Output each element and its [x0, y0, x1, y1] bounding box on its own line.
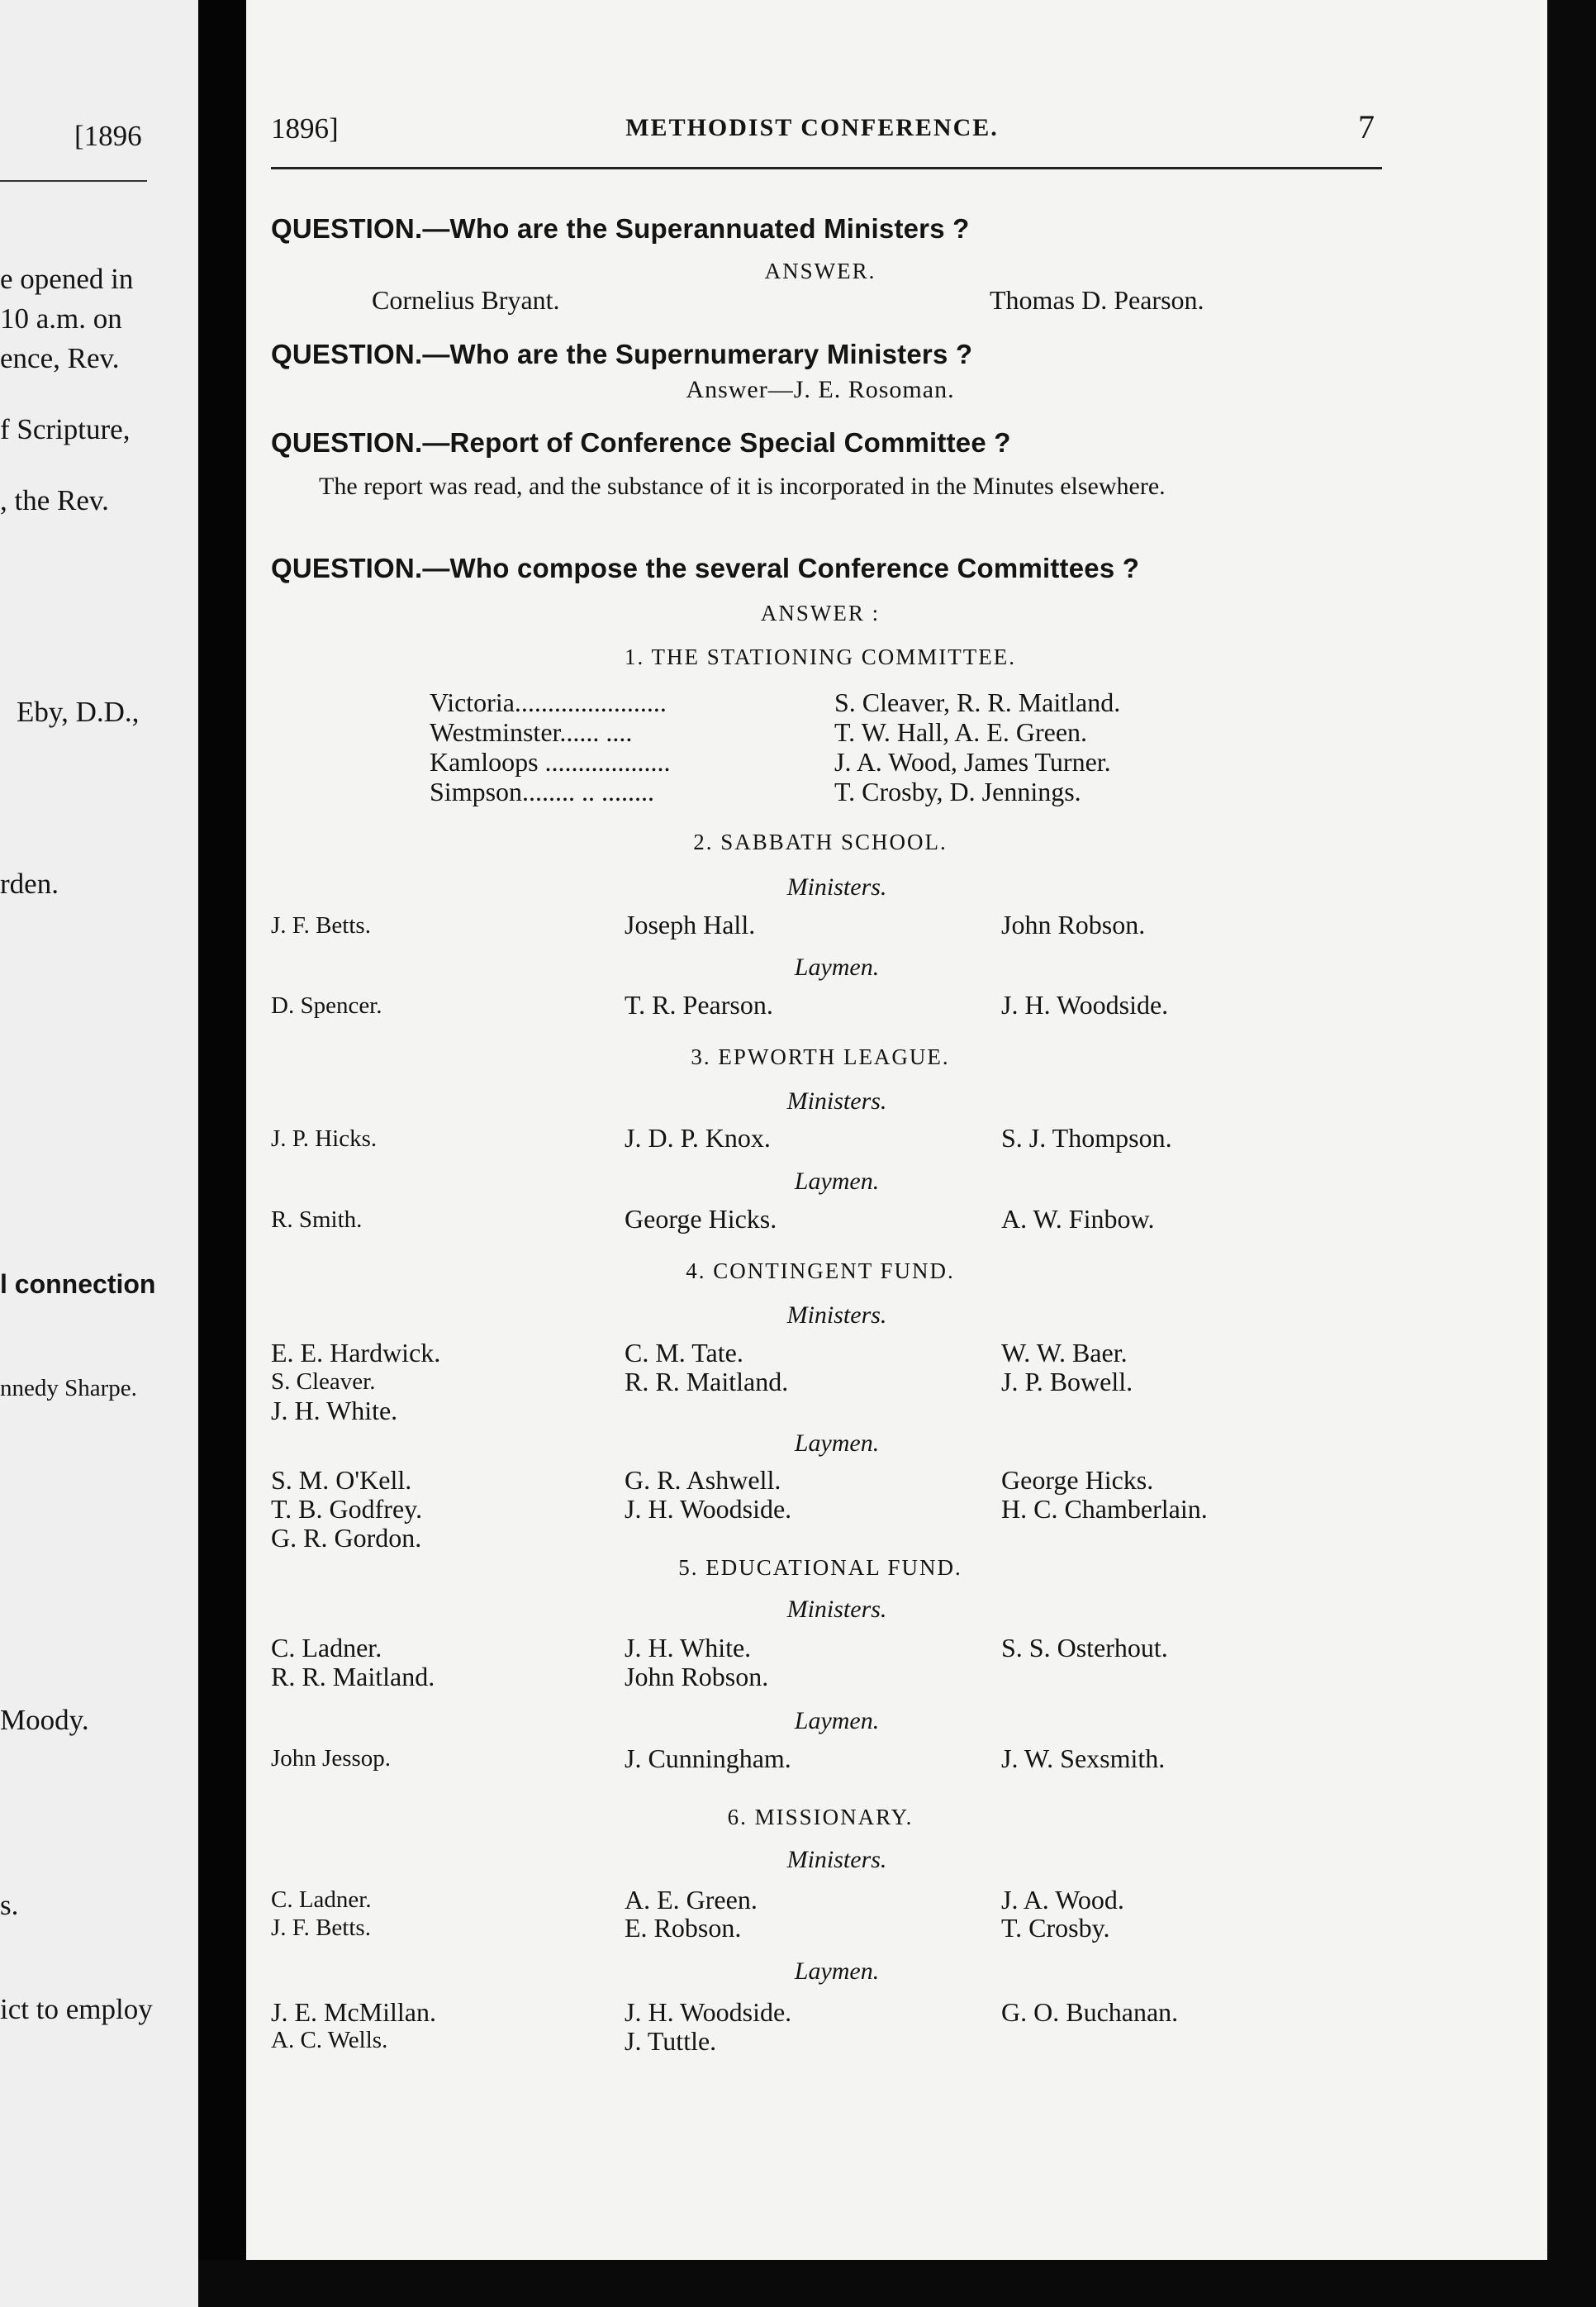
- ministers-label: Ministers.: [786, 1846, 887, 1873]
- member-name: J. H. White.: [271, 1396, 398, 1425]
- ministers-label: Ministers.: [786, 1087, 887, 1115]
- question-superannuated: QUESTION.—Who are the Superannuated Ministers ?: [271, 213, 970, 244]
- member-name: J. E. McMillan.: [271, 1997, 436, 2027]
- superannuated-name: Cornelius Bryant.: [372, 285, 560, 315]
- section-heading-epworth: 3. EPWORTH LEAGUE.: [691, 1044, 950, 1069]
- facing-line: f Scripture,: [0, 413, 131, 445]
- facing-line: rden.: [0, 868, 59, 900]
- special-committee-text: The report was read, and the substance of it is incorporated in the Minutes elsewhere.: [319, 473, 1166, 500]
- superannuated-name: Thomas D. Pearson.: [990, 285, 1204, 315]
- member-name: T. B. Godfrey.: [271, 1494, 423, 1524]
- member-name: George Hicks.: [625, 1204, 777, 1234]
- member-name: R. R. Maitland.: [625, 1367, 789, 1396]
- committees-answer-label: ANSWER :: [760, 601, 881, 626]
- facing-page-rule: [0, 180, 147, 182]
- section-heading-educational: 5. EDUCATIONAL FUND.: [678, 1555, 962, 1580]
- facing-page-header: [1896: [74, 120, 142, 152]
- facing-line: ict to employ: [0, 1993, 153, 2025]
- facing-line: 10 a.m. on: [0, 302, 122, 335]
- member-name: J. H. White.: [625, 1633, 752, 1662]
- member-name: A. E. Green.: [625, 1885, 758, 1915]
- stationing-district: Westminster...... ....: [430, 717, 633, 747]
- stationing-names: T. Crosby, D. Jennings.: [834, 777, 1081, 806]
- laymen-label: Laymen.: [794, 1707, 880, 1734]
- question-committees: QUESTION.—Who compose the several Conference Committees ?: [271, 553, 1140, 583]
- member-name: E. E. Hardwick.: [271, 1338, 441, 1368]
- member-name: George Hicks.: [1001, 1465, 1154, 1495]
- laymen-label: Laymen.: [794, 954, 880, 981]
- facing-line: , the Rev.: [0, 484, 109, 516]
- question-special-committee: QUESTION.—Report of Conference Special Committee ?: [271, 427, 1011, 458]
- member-name: R. R. Maitland.: [271, 1662, 435, 1691]
- header-year: 1896]: [271, 112, 339, 145]
- stationing-names: J. A. Wood, James Turner.: [834, 747, 1111, 777]
- member-name: J. A. Wood.: [1001, 1885, 1124, 1915]
- facing-page-fragment: [0, 0, 198, 2307]
- member-name: J. P. Hicks.: [271, 1125, 378, 1152]
- stationing-district: Kamloops ...................: [430, 747, 671, 777]
- member-name: J. H. Woodside.: [1001, 990, 1169, 1020]
- member-name: J. W. Sexsmith.: [1001, 1743, 1166, 1773]
- stationing-district: Simpson........ .. ........: [430, 777, 655, 806]
- member-name: Joseph Hall.: [625, 910, 756, 939]
- facing-line: ence, Rev.: [0, 342, 120, 374]
- section-heading-stationing: 1. THE STATIONING COMMITTEE.: [624, 645, 1017, 669]
- ministers-label: Ministers.: [786, 1301, 887, 1329]
- member-name: S. Cleaver.: [271, 1368, 376, 1395]
- facing-line: l connection: [0, 1269, 156, 1299]
- member-name: J. P. Bowell.: [1001, 1367, 1133, 1396]
- supernumerary-answer: Answer—J. E. Rosoman.: [686, 376, 955, 403]
- member-name: R. Smith.: [271, 1206, 363, 1233]
- member-name: S. J. Thompson.: [1001, 1123, 1172, 1153]
- member-name: S. S. Osterhout.: [1001, 1633, 1168, 1662]
- section-heading-contingent: 4. CONTINGENT FUND.: [686, 1258, 955, 1283]
- member-name: J. H. Woodside.: [625, 1997, 792, 2027]
- question-supernumerary: QUESTION.—Who are the Supernumerary Ministers ?: [271, 339, 973, 369]
- member-name: J. H. Woodside.: [625, 1494, 792, 1524]
- page-number: 7: [1358, 108, 1375, 145]
- section-heading-missionary: 6. MISSIONARY.: [727, 1805, 914, 1829]
- member-name: John Robson.: [1001, 910, 1146, 939]
- member-name: G. O. Buchanan.: [1001, 1997, 1179, 2027]
- member-name: A. C. Wells.: [271, 2027, 388, 2053]
- stationing-names: T. W. Hall, A. E. Green.: [834, 717, 1088, 747]
- member-name: J. Tuttle.: [625, 2026, 717, 2056]
- member-name: W. W. Baer.: [1001, 1338, 1128, 1368]
- member-name: G. R. Gordon.: [271, 1523, 422, 1553]
- main-page: [246, 0, 1547, 2260]
- laymen-label: Laymen.: [794, 1957, 880, 1985]
- member-name: C. Ladner.: [271, 1633, 382, 1662]
- header-title: METHODIST CONFERENCE.: [625, 114, 999, 141]
- member-name: J. F. Betts.: [271, 1915, 371, 1941]
- scan-edge-bottom: [198, 2260, 1596, 2307]
- stationing-names: S. Cleaver, R. R. Maitland.: [834, 687, 1121, 717]
- member-name: T. R. Pearson.: [625, 990, 773, 1020]
- facing-line: Eby, D.D.,: [17, 696, 140, 728]
- member-name: A. W. Finbow.: [1001, 1204, 1155, 1234]
- answer-label: ANSWER.: [764, 259, 876, 283]
- member-name: E. Robson.: [625, 1913, 742, 1943]
- facing-line: s.: [0, 1889, 19, 1921]
- facing-line: e opened in: [0, 263, 134, 295]
- stationing-district: Victoria.......................: [430, 687, 667, 717]
- member-name: T. Crosby.: [1001, 1913, 1110, 1943]
- ministers-label: Ministers.: [786, 1596, 887, 1623]
- member-name: H. C. Chamberlain.: [1001, 1494, 1208, 1524]
- laymen-label: Laymen.: [794, 1429, 880, 1457]
- member-name: G. R. Ashwell.: [625, 1465, 781, 1495]
- member-name: C. Ladner.: [271, 1886, 372, 1913]
- member-name: S. M. O'Kell.: [271, 1465, 412, 1495]
- header-rule: [271, 167, 1382, 169]
- member-name: John Robson.: [625, 1662, 769, 1691]
- member-name: J. F. Betts.: [271, 912, 371, 939]
- scan-edge-right: [1547, 0, 1596, 2307]
- facing-line: Moody.: [0, 1704, 89, 1736]
- member-name: D. Spencer.: [271, 992, 382, 1019]
- ministers-label: Ministers.: [786, 873, 887, 901]
- member-name: John Jessop.: [271, 1745, 392, 1772]
- laymen-label: Laymen.: [794, 1168, 880, 1195]
- section-heading-sabbath-school: 2. SABBATH SCHOOL.: [693, 830, 948, 854]
- member-name: C. M. Tate.: [625, 1338, 743, 1368]
- binding-gutter: [198, 0, 246, 2307]
- facing-line: nnedy Sharpe.: [0, 1375, 137, 1401]
- member-name: J. Cunningham.: [625, 1743, 791, 1773]
- member-name: J. D. P. Knox.: [625, 1123, 771, 1153]
